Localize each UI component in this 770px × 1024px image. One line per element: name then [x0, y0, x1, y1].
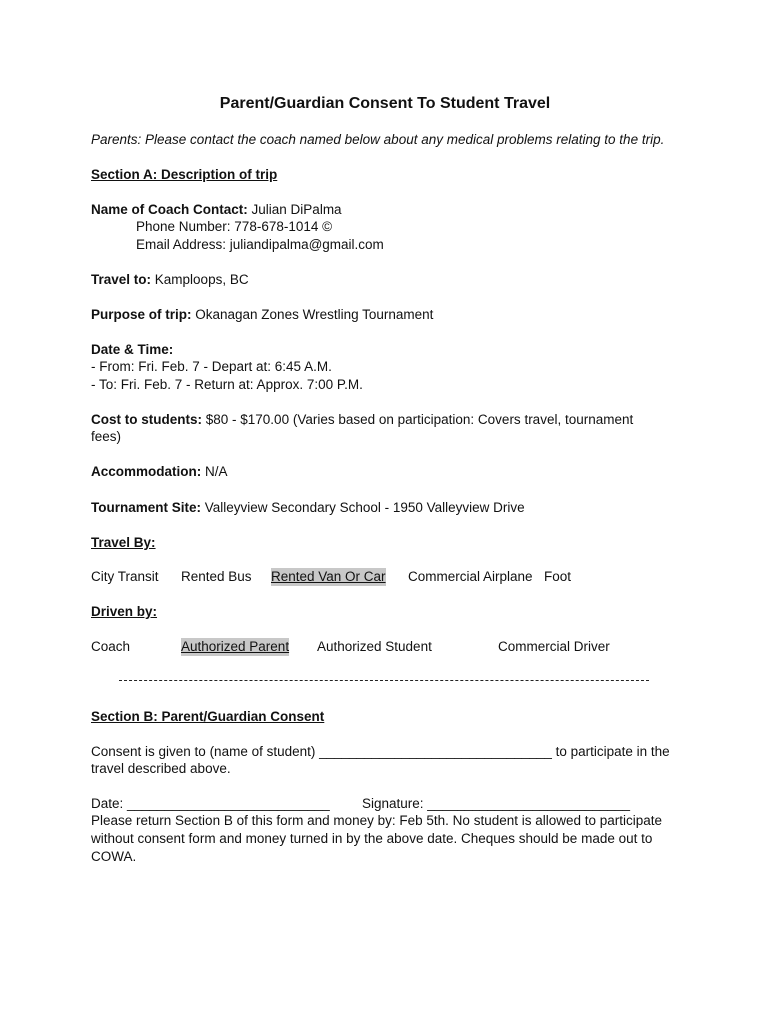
cost-label: Cost to students:	[91, 412, 202, 427]
accommodation-label: Accommodation:	[91, 464, 202, 479]
driver-option-authorized-parent-selected[interactable]: Authorized Parent	[181, 639, 290, 654]
return-instructions-line-2: without consent form and money turned in by the above date. Cheques should be made out to	[91, 831, 653, 846]
travel-option-rented-bus[interactable]: Rented Bus	[181, 569, 252, 584]
travel-to-line	[91, 271, 249, 289]
travel-to-label: Travel to:	[91, 272, 152, 287]
purpose-line	[91, 306, 433, 324]
travel-by-label: Travel By:	[91, 535, 156, 550]
cost-value: $80 - $170.00 (Varies based on participation: Covers travel, tournament	[202, 412, 634, 427]
tournament-site-value: Valleyview Secondary School - 1950 Valleyview Drive	[201, 500, 525, 515]
purpose-value: Okanagan Zones Wrestling Tournament	[191, 307, 434, 322]
driver-option-commercial-driver[interactable]: Commercial Driver	[498, 639, 610, 654]
travel-option-commercial-airplane[interactable]: Commercial Airplane	[408, 569, 533, 584]
driven-by-label: Driven by:	[91, 604, 158, 619]
coach-email: Email Address: juliandipalma@gmail.com	[136, 237, 384, 252]
accommodation-value: N/A	[201, 464, 228, 479]
depart-line: - From: Fri. Feb. 7 - Depart at: 6:45 A.M.	[91, 359, 332, 374]
driver-option-coach[interactable]: Coach	[91, 639, 131, 654]
travel-to-value: Kamploops, BC	[151, 272, 249, 287]
cost-value-continued: fees)	[91, 429, 122, 444]
signature-field[interactable]: Signature: ___________________________	[362, 796, 631, 811]
coach-contact-label: Name of Coach Contact:	[91, 202, 248, 217]
cost-line	[91, 411, 633, 429]
datetime-label: Date & Time:	[91, 342, 174, 357]
return-instructions: Please return Section B of this form and money by: Feb 5th. No student is allowed to participate	[91, 813, 663, 828]
travel-option-foot[interactable]: Foot	[544, 569, 572, 584]
medical-notice: Parents: Please contact the coach named below about any medical problems relating to the trip.	[91, 132, 665, 147]
coach-phone: Phone Number: 778-678-1014 ©	[136, 219, 333, 234]
tournament-site-line	[91, 499, 525, 517]
return-instructions-line-3: COWA.	[91, 849, 137, 864]
tournament-site-label: Tournament Site:	[91, 500, 202, 515]
coach-contact-value: Julian DiPalma	[247, 202, 342, 217]
driver-option-authorized-student[interactable]: Authorized Student	[317, 639, 432, 654]
form-title: Parent/Guardian Consent To Student Travel	[219, 95, 551, 112]
section-b-heading: Section B: Parent/Guardian Consent	[91, 709, 325, 724]
consent-statement-continued: travel described above.	[91, 761, 231, 776]
travel-option-city-transit[interactable]: City Transit	[91, 569, 159, 584]
section-a-heading: Section A: Description of trip	[91, 167, 278, 182]
return-line: - To: Fri. Feb. 7 - Return at: Approx. 7:00 P.M.	[91, 377, 363, 392]
coach-contact-line	[91, 201, 342, 219]
travel-option-rented-van-selected[interactable]: Rented Van Or Car	[271, 569, 386, 584]
cut-line-divider	[119, 680, 649, 681]
consent-statement[interactable]: Consent is given to (name of student) _______________________________ to participate in the	[91, 744, 670, 759]
accommodation-line	[91, 463, 228, 481]
date-field[interactable]: Date: ___________________________	[91, 796, 330, 811]
purpose-label: Purpose of trip:	[91, 307, 192, 322]
